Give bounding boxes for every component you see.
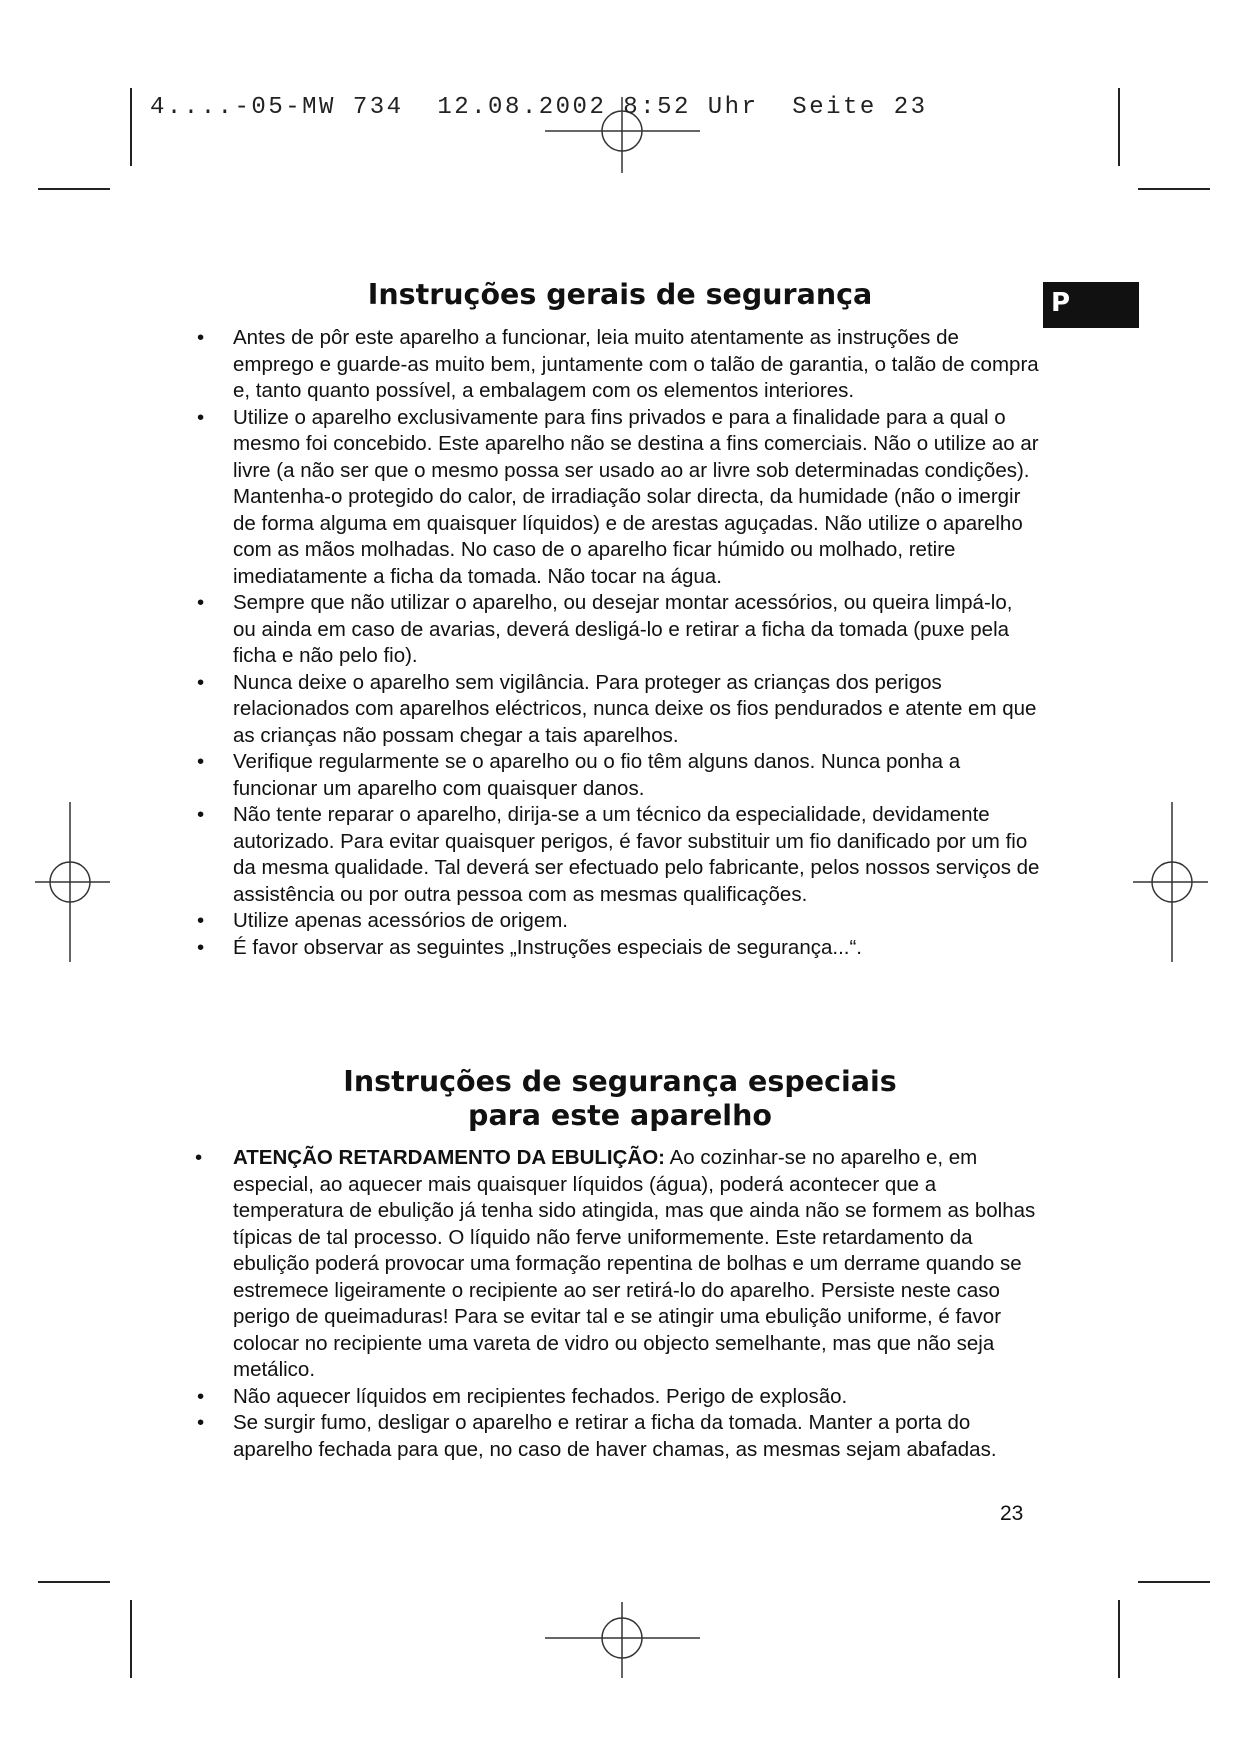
special-safety-list xyxy=(195,1145,1040,1463)
list-item: • Sempre que não utilizar o aparelho, ou desejar montar acessórios, ou queira limpá-lo, ou ainda em caso de avarias, deverá desligá-lo e retirar a ficha da tomada (puxe pela ficha e não pelo fio). xyxy=(195,590,1040,670)
section-title-special-line1: Instruções de segurança especiais xyxy=(343,1065,897,1098)
crop-mark-bottom-right-vertical xyxy=(1118,1600,1120,1678)
registration-mark-left-icon xyxy=(30,800,115,965)
list-item: • Não tente reparar o aparelho, dirija-se a um técnico da especialidade, devidamente autorizado. Para evitar quaisquer perigos, é favor substituir um fio danificado por um fio da mesma qualidade. Tal deverá ser efectuado pelo fabricante, pelos nossos serviços de assistência ou por outra pessoa com as mesmas qualificações. xyxy=(195,802,1040,908)
list-item-boiling-delay xyxy=(195,1145,1040,1384)
section-title-special xyxy=(190,1065,1050,1133)
registration-mark-bottom-icon xyxy=(540,1600,705,1680)
list-item: • É favor observar as seguintes „Instruções especiais de segurança...“. xyxy=(195,935,1040,962)
list-item: • Utilize o aparelho exclusivamente para fins privados e para a finalidade para a qual o mesmo foi concebido. Este aparelho não se destina a fins comerciais. Não o utilize ao ar livre (a não ser que o mesmo possa ser usado ao ar livre sob determinadas condições). Mantenha-o protegido do calor, de irradiação solar directa, da humidade (não o imergir de forma alguma em quaisquer líquidos) e de arestas aguçadas. Não utilize o aparelho com as mãos molhadas. No caso de o aparelho ficar húmido ou molhado, retire imediatamente a ficha da tomada. Não tocar na água. xyxy=(195,405,1040,591)
general-safety-list xyxy=(195,325,1040,961)
language-tab-label: P xyxy=(1051,288,1071,318)
list-item: • Antes de pôr este aparelho a funcionar, leia muito atentamente as instruções de emprego e guarde-as muito bem, juntamente com o talão de garantia, o talão de compra e, tanto quanto possível, a embalagem com os elementos interiores. xyxy=(195,325,1040,405)
crop-mark-top-left-horizontal xyxy=(38,188,110,190)
list-item: • Não aquecer líquidos em recipientes fechados. Perigo de explosão. xyxy=(195,1384,1040,1411)
crop-mark-top-left-vertical xyxy=(130,88,132,166)
crop-mark-top-right-vertical xyxy=(1118,88,1120,166)
section-title-special-line2: para este aparelho xyxy=(468,1099,772,1132)
list-item: • Se surgir fumo, desligar o aparelho e retirar a ficha da tomada. Manter a porta do aparelho fechada para que, no caso de haver chamas, as mesmas sejam abafadas. xyxy=(195,1410,1040,1463)
section-title-general: Instruções gerais de segurança xyxy=(367,278,873,311)
print-slug-line: 4....-05-MW 734 12.08.2002 8:52 Uhr Seite 23 xyxy=(150,94,928,121)
crop-mark-bottom-left-horizontal xyxy=(38,1581,110,1583)
page-number: 23 xyxy=(1000,1502,1024,1525)
list-item: • Verifique regularmente se o aparelho ou o fio têm alguns danos. Nunca ponha a funcionar um aparelho com quaisquer danos. xyxy=(195,749,1040,802)
crop-mark-bottom-left-vertical xyxy=(130,1600,132,1678)
warning-lead: ATENÇÃO RETARDAMENTO DA EBULIÇÃO: xyxy=(233,1146,666,1169)
crop-mark-top-right-horizontal xyxy=(1138,188,1210,190)
list-item: • Nunca deixe o aparelho sem vigilância. Para proteger as crianças dos perigos relacionados com aparelhos eléctricos, nunca deixe os fios pendurados e atente em que as crianças não possam chegar a tais aparelhos. xyxy=(195,670,1040,750)
warning-text: Ao cozinhar-se no aparelho e, em especial, ao aquecer mais quaisquer líquidos (água), poderá acontecer que a temperatura de ebulição já tenha sido atingida, mas que ainda não se formem as bolhas típicas de tal processo. O líquido não ferve uniformemente. Este retardamento da ebulição poderá provocar uma formação repentina de bolhas e um derrame quando se estremece ligeiramente o recipiente ao ser retirá-lo do aparelho. Persiste neste caso perigo de queimaduras! Para se evitar tal e se atingir uma ebulição uniforme, é favor colocar no recipiente uma vareta de vidro ou objecto semelhante, mas que não seja metálico. xyxy=(233,1146,1036,1381)
crop-mark-bottom-right-horizontal xyxy=(1138,1581,1210,1583)
language-tab xyxy=(1043,282,1139,328)
list-item: • Utilize apenas acessórios de origem. xyxy=(195,908,1040,935)
registration-mark-right-icon xyxy=(1128,800,1213,965)
